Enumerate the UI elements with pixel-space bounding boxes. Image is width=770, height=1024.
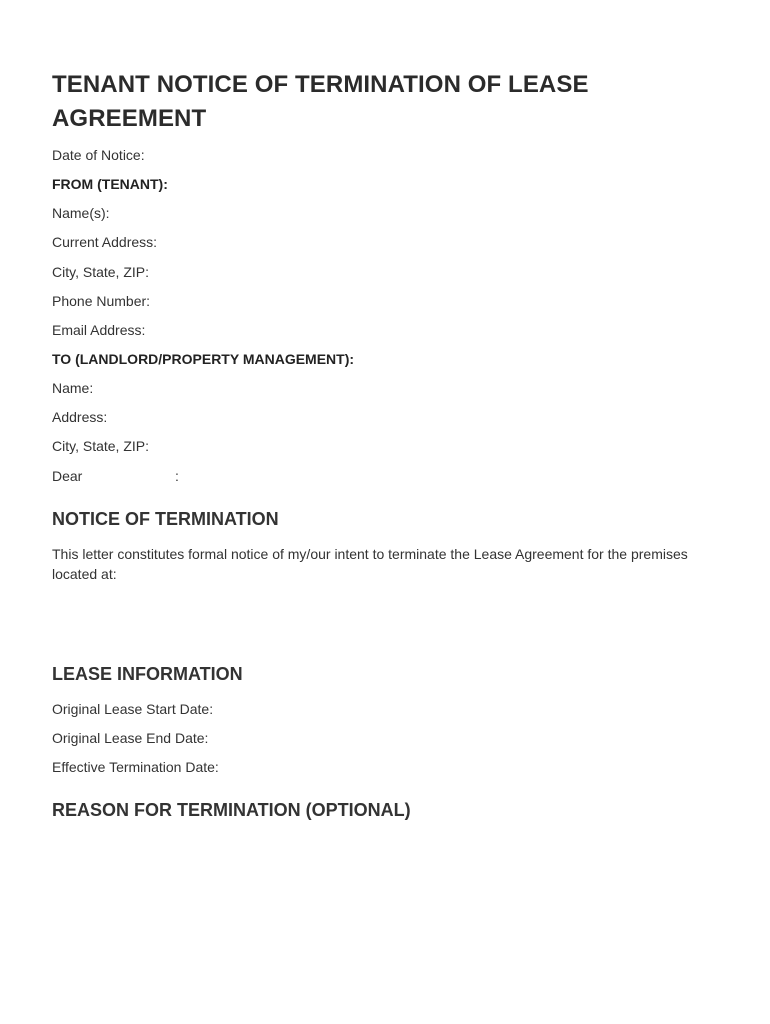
tenant-current-address-label: Current Address:	[52, 234, 158, 250]
salutation	[52, 467, 252, 485]
document-title: TENANT NOTICE OF TERMINATION OF LEASE AGREEMENT	[52, 71, 589, 132]
tenant-email-address-label: Email Address:	[52, 322, 146, 338]
notice-body-text: This letter constitutes formal notice of my/our intent to terminate the Lease Agreement for the premises located at:	[52, 546, 688, 582]
reason-for-termination-heading: REASON FOR TERMINATION (OPTIONAL)	[52, 800, 411, 820]
landlord-name-label: Name:	[52, 380, 94, 396]
notice-of-termination-heading: NOTICE OF TERMINATION	[52, 509, 279, 529]
effective-termination-date-label: Effective Termination Date:	[52, 759, 219, 775]
to-landlord-heading: TO (LANDLORD/PROPERTY MANAGEMENT):	[52, 351, 355, 367]
lease-end-date-label: Original Lease End Date:	[52, 730, 209, 746]
salutation-colon: :	[175, 468, 179, 484]
salutation-greeting: Dear	[52, 468, 83, 484]
lease-start-date-label: Original Lease Start Date:	[52, 701, 214, 717]
lease-information-heading: LEASE INFORMATION	[52, 664, 243, 684]
tenant-phone-number-label: Phone Number:	[52, 293, 151, 309]
from-tenant-heading: FROM (TENANT):	[52, 176, 168, 192]
landlord-city-state-zip-label: City, State, ZIP:	[52, 438, 149, 454]
landlord-address-label: Address:	[52, 409, 108, 425]
tenant-names-label: Name(s):	[52, 205, 110, 221]
date-of-notice-label: Date of Notice:	[52, 147, 145, 163]
tenant-city-state-zip-label: City, State, ZIP:	[52, 264, 149, 280]
